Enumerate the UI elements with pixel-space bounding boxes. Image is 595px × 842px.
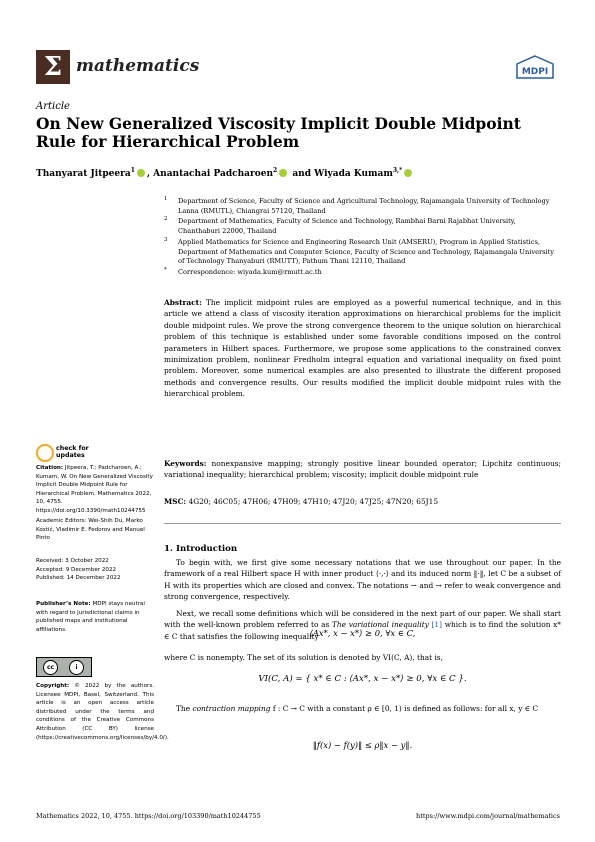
- copyright-text: © 2022 by the authors. Licensee MDPI, Basel, Switzerland. This article is an open access article distributed under the terms and conditions of the Creative Commons Attribution (CC BY) license (https://creativecommons.org/licenses/by/4.0/).: [36, 683, 169, 741]
- citation-block: [36, 464, 154, 516]
- mdpi-logo-text: MDPI: [521, 67, 549, 77]
- section-divider: [164, 523, 561, 524]
- affiliations: [164, 197, 559, 279]
- check-for-updates-icon[interactable]: [36, 444, 54, 462]
- affiliation-number: 2: [164, 216, 168, 223]
- affiliation-number: 3: [164, 236, 168, 243]
- correspondence-email[interactable]: Correspondence: wiyada.kum@rmutt.ac.th: [178, 267, 322, 276]
- author-name: Thanyarat Jitpeera: [36, 169, 131, 179]
- journal-logo: Σ: [36, 50, 70, 84]
- orcid-icon[interactable]: [279, 169, 287, 177]
- paragraph-text: The: [176, 704, 191, 713]
- paragraph: [164, 703, 561, 714]
- article-type: Article: [36, 101, 70, 112]
- publisher-note: [36, 600, 154, 634]
- author-name: Wiyada Kumam: [314, 169, 393, 179]
- accepted-date: Accepted: 9 December 2022: [36, 566, 117, 573]
- affiliation-text: Department of Science, Faculty of Science and Agricultural Technology, Rajamangala University of Technology Lanna (RMUTL), Chiangrai 57120, Thailand: [178, 197, 550, 215]
- equation: ⟨Ax*, x − x*⟩ ≥ 0, ∀x ∈ C,: [309, 628, 416, 638]
- author-affil-sup: 1: [130, 167, 135, 174]
- citation-text: Jitpeera, T.; Padcharoen, A.; Kumam, W. On New Generalized Viscosity Implicit Double Midpoint Rule for Hierarchical Problem. Mathematics 2022, 10, 4755. https://doi.org/10.3390/math10244755: [36, 465, 153, 514]
- affiliation-text: Applied Mathematics for Science and Engineering Research Unit (AMSERU), Program in Applied Statistics, Department of Mathematics and Computer Science, Faculty of Science and Technology, Rajamangala University of Technology Thanyaburi (RMUTT), Pathum Thani 12110, Thailand: [178, 237, 554, 266]
- affiliation-text: Department of Mathematics, Faculty of Science and Technology, Rambhai Barni Rajabhat University, Chanthaburi 22000, Thailand: [178, 217, 516, 236]
- author-separator: and: [292, 169, 311, 179]
- orcid-icon[interactable]: [404, 169, 412, 177]
- paragraph-text: f : C → C with a constant ρ ∈ [0, 1) is defined as follows: for all x, y ∈ C: [272, 704, 539, 713]
- section-title: 1. Introduction: [164, 544, 238, 554]
- author-affil-sup: 3,*: [392, 167, 403, 174]
- msc-text: 4G20; 46C05; 47H06; 47H09; 47H10; 47J20; 47J25; 47N20; 65J15: [188, 497, 439, 506]
- affiliation-number: 1: [164, 196, 168, 202]
- copyright-label: Copyright:: [36, 683, 70, 689]
- publisher-note-label: Publisher’s Note:: [36, 601, 91, 607]
- footer-journal-link[interactable]: https://www.mdpi.com/journal/mathematics: [416, 812, 560, 820]
- affiliation-number: *: [164, 266, 167, 273]
- emphasis-term: contraction mapping: [192, 704, 271, 713]
- orcid-icon[interactable]: [137, 169, 145, 177]
- publisher-note-text: MDPI stays neutral with regard to jurisdictional claims in published maps and institutional affiliations.: [36, 601, 145, 633]
- citation-label: Citation:: [36, 465, 64, 471]
- attribution-icon: i: [69, 660, 84, 675]
- equation: VI(C, A) = { x* ∈ C : ⟨Ax*, x − x*⟩ ≥ 0, ∀x ∈ C }.: [258, 674, 467, 684]
- author-name: Anantachai Padcharoen: [153, 169, 273, 179]
- paragraph: where C is nonempty. The set of its solution is denoted by VI(C, A), that is,: [164, 653, 443, 662]
- paragraph: To begin with, we first give some necessary notations that we use throughout our paper. In the framework of a real Hilbert space H with inner product ⟨·,·⟩ and its induced norm ‖·‖, let C be a subset of H with its properties which are closed and convex. The notations ⇀ and → refer to weak convergence and strong convergence, respectively.: [164, 558, 561, 602]
- affiliation-item: [164, 238, 559, 267]
- copyright-block: [36, 682, 169, 742]
- footer-citation[interactable]: Mathematics 2022, 10, 4755. https://doi.org/103390/math10244755: [36, 812, 261, 820]
- keywords-text: nonexpansive mapping; strongly positive linear bounded operator; Lipchitz continuous; variational inequality; hierarchical problem; viscosity; implicit double midpoint rule: [164, 459, 561, 480]
- paragraph-text: which is to find the solution x* ∈ C that satisfies the following inequality: [164, 620, 561, 641]
- abstract-text: The implicit midpoint rules are employed as a powerful numerical technique, and in this article we attend a class of viscosity iteration approximations on hierarchical problems for the implicit double midpoint rules. We prove the strong convergence theorem to the unique solution on hierarchical problem of this technique is established under some favorable conditions imposed on the control parameters in Hilbert spaces. Furthermore, we propose some applications to the constrained convex minimization problem, nonlinear Fredholm integral equation and variational inequality on fixed point problem. Moreover, some numerical examples are also presented to illustrate the different proposed methods and convergence results. Our results modified the implicit double midpoint rules with the hierarchical problem.: [164, 298, 561, 399]
- abstract: [164, 297, 561, 400]
- paragraph-text: Next, we recall some definitions which will be considered in the next part of our paper. We shall start with the well-known problem referred to as: [164, 609, 561, 630]
- keywords: [164, 458, 561, 481]
- msc-codes: [164, 496, 561, 507]
- academic-editors: Academic Editors: Wei-Shih Du, Marko Kostić, Vladimir E. Fedorov and Manuel Pinto: [36, 518, 145, 542]
- author-affil-sup: 2: [273, 167, 278, 174]
- msc-label: MSC:: [164, 497, 187, 506]
- abstract-label: Abstract:: [164, 298, 202, 307]
- equation: ‖f(x) − f(y)‖ ≤ ρ‖x − y‖.: [312, 740, 413, 750]
- keywords-label: Keywords:: [164, 459, 207, 468]
- received-date: Received: 3 October 2022: [36, 558, 109, 564]
- dates-block: [36, 557, 154, 583]
- author-separator: ,: [146, 169, 151, 179]
- cc-icon: cc: [43, 660, 58, 675]
- affiliation-item: [164, 217, 559, 236]
- affiliation-item: [164, 268, 559, 278]
- check-for-updates-label[interactable]: check for updates: [56, 445, 89, 459]
- cc-by-license-icon[interactable]: [36, 657, 92, 677]
- emphasis-term: The variational inequality: [331, 620, 429, 630]
- published-date: Published: 14 December 2022: [36, 575, 121, 582]
- journal-name: mathematics: [76, 56, 200, 76]
- author-list: [36, 167, 414, 179]
- page-title: On New Generalized Viscosity Implicit Double Midpoint Rule for Hierarchical Problem: [36, 114, 521, 151]
- citation-link[interactable]: [1]: [431, 620, 443, 630]
- affiliation-item: [164, 197, 559, 216]
- mdpi-logo: [515, 55, 555, 80]
